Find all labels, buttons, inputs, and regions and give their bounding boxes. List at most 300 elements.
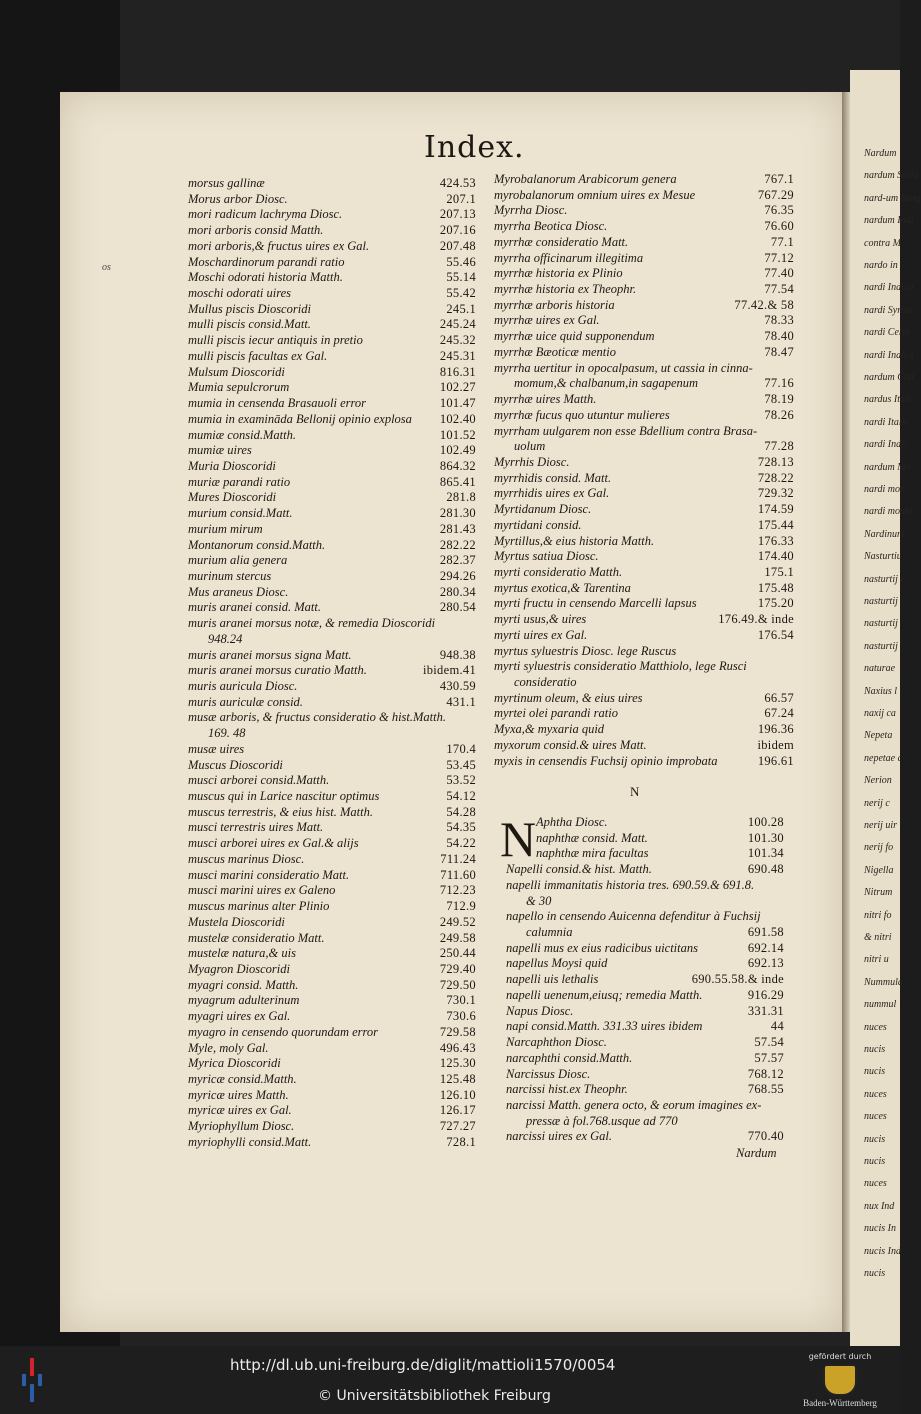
index-entry	[188, 412, 476, 428]
index-entry	[188, 475, 476, 491]
index-entry	[188, 443, 476, 459]
entry-page-ref: 101.34	[747, 846, 784, 861]
entry-term: myricæ consid.Matth.	[188, 1071, 297, 1086]
index-entry	[188, 585, 476, 601]
facing-page-fragment: Nitrum	[864, 887, 893, 899]
permalink-url[interactable]: http://dl.ub.uni-freiburg.de/diglit/mattioli1570/0054	[230, 1356, 616, 1374]
index-entry	[188, 239, 476, 255]
entry-page-ref: 424.53	[439, 176, 476, 190]
entry-term: Myriophyllum Diosc.	[188, 1119, 295, 1134]
facing-page-fragment: nard-um Sang	[864, 192, 921, 204]
index-entry	[506, 988, 784, 1004]
index-entry	[188, 380, 476, 396]
entry-page-ref: 712.9	[446, 899, 476, 914]
entry-page-ref: 767.1	[764, 172, 794, 186]
index-column-right	[494, 172, 794, 769]
entry-page-ref: 245.32	[439, 333, 476, 348]
entry-page-ref: 78.47	[764, 344, 794, 359]
facing-page-fragment: nuces	[864, 1111, 887, 1123]
entry-page-ref: 55.46	[446, 254, 476, 269]
entry-term: muscus terrestris, & eius hist. Matth.	[188, 804, 373, 819]
entry-term: myrti uires ex Gal.	[494, 627, 588, 642]
entry-term: myrtei olei parandi ratio	[494, 706, 618, 721]
index-entry	[188, 459, 476, 475]
entry-page-ref: 768.12	[747, 1066, 784, 1081]
index-entry	[494, 266, 794, 282]
index-entry	[494, 376, 794, 392]
entry-term: murinum stercus	[188, 568, 272, 583]
facing-page-fragment: nardo in	[864, 260, 898, 271]
facing-page-fragment: nardum Indi	[864, 215, 914, 227]
entry-term: muscus marinus Diosc.	[188, 851, 305, 866]
index-entry	[494, 754, 794, 770]
entry-page-ref: 280.34	[439, 584, 476, 599]
sponsor-block	[786, 1352, 894, 1408]
drop-cap: N	[500, 811, 537, 867]
facing-page-fragment: nitri fo	[864, 909, 892, 921]
entry-term: Mulsum Dioscoridi	[188, 364, 285, 379]
entry-term: musci marini consideratio Matt.	[188, 867, 350, 882]
entry-page-ref: 175.1	[764, 564, 794, 579]
entry-page-ref: 175.48	[757, 580, 794, 595]
entry-term: Myrobalanorum Arabicorum genera	[494, 172, 677, 186]
facing-page-fragment: nitri u	[864, 954, 889, 966]
entry-page-ref: 101.47	[439, 396, 476, 411]
entry-term: pressæ à fol.768.usque ad 770	[526, 1113, 678, 1128]
facing-page-fragment: nardi monta	[864, 506, 913, 518]
entry-term: musci terrestris uires Matt.	[188, 820, 324, 835]
index-entry	[494, 439, 794, 455]
entry-term: myxis in censendis Fuchsij opinio improbata	[494, 753, 718, 768]
entry-page-ref: 53.45	[446, 757, 476, 772]
index-entry	[494, 392, 794, 408]
index-entry	[494, 313, 794, 329]
index-entry	[188, 915, 476, 931]
margin-note: os	[102, 262, 111, 273]
index-entry	[494, 722, 794, 738]
index-entry	[188, 978, 476, 994]
entry-page-ref: 729.40	[439, 961, 476, 976]
entry-page-ref: 711.60	[440, 867, 476, 882]
index-entry	[494, 518, 794, 534]
index-entry	[494, 581, 794, 597]
entry-term: 948.24	[208, 631, 243, 646]
entry-term: consideratio	[514, 675, 577, 689]
entry-page-ref: 66.57	[764, 690, 794, 705]
entry-term: mumia in censenda Brasauoli error	[188, 396, 366, 411]
entry-page-ref: 245.24	[439, 317, 476, 332]
index-entry	[494, 408, 794, 424]
entry-page-ref: 175.44	[757, 517, 794, 532]
entry-term: myagro in censendo quorundam error	[188, 1024, 379, 1039]
entry-term: muscus marinus alter Plinio	[188, 899, 330, 914]
index-entry	[188, 349, 476, 365]
index-entry	[506, 846, 784, 862]
entry-page-ref: 196.61	[757, 753, 794, 768]
index-column-left	[188, 176, 476, 1151]
facing-page-fragment: contra M	[864, 237, 901, 249]
index-entry	[506, 1067, 784, 1083]
entry-term: naphthæ mira facultas	[536, 846, 649, 861]
entry-term: 169. 48	[208, 726, 246, 741]
entry-term: narcissi hist.ex Theophr.	[506, 1082, 628, 1097]
index-entry	[188, 695, 476, 711]
index-entry	[506, 894, 784, 910]
index-entry	[188, 679, 476, 695]
entry-page-ref: 78.40	[764, 329, 794, 344]
entry-page-ref: 282.37	[439, 553, 476, 568]
entry-page-ref: 712.23	[439, 883, 476, 898]
entry-term: Myrica Dioscoridi	[188, 1056, 281, 1071]
index-entry	[494, 486, 794, 502]
entry-page-ref: 102.27	[439, 380, 476, 395]
entry-term: myricæ uires ex Gal.	[188, 1103, 292, 1118]
entry-page-ref: 250.44	[439, 946, 476, 961]
entry-page-ref: 727.27	[439, 1119, 476, 1134]
entry-term: myrrhæ historia ex Theophr.	[494, 282, 637, 297]
index-entry	[494, 738, 794, 754]
index-entry	[506, 1098, 784, 1114]
entry-page-ref: 176.33	[757, 533, 794, 548]
index-entry	[494, 235, 794, 251]
index-entry	[506, 831, 784, 847]
copyright-text: © Universitätsbibliothek Freiburg	[318, 1388, 551, 1404]
facing-page-fragment: Nardinum	[864, 528, 905, 540]
entry-term: myricæ uires Matth.	[188, 1087, 289, 1102]
entry-page-ref: 730.6	[446, 1009, 476, 1024]
index-entry	[188, 773, 476, 789]
entry-term: mumiæ consid.Matth.	[188, 427, 296, 442]
index-entry	[494, 612, 794, 628]
index-entry	[188, 742, 476, 758]
index-entry	[506, 1082, 784, 1098]
entry-page-ref: 54.28	[446, 804, 476, 819]
index-entry	[494, 251, 794, 267]
index-entry	[494, 298, 794, 314]
entry-term: myrrhæ Bæoticæ mentio	[494, 344, 616, 359]
entry-page-ref: 207.1	[446, 191, 476, 206]
entry-term: myrrhæ uires Matth.	[494, 392, 597, 407]
index-entry	[188, 868, 476, 884]
facing-page-fragment: nepetae c	[864, 752, 903, 764]
entry-page-ref: 170.4	[446, 741, 476, 756]
index-entry	[188, 883, 476, 899]
index-entry	[188, 333, 476, 349]
entry-term: napelli uis lethalis	[506, 972, 599, 987]
index-entry	[188, 648, 476, 664]
facing-page-fragment: nardi Syriae	[864, 304, 914, 316]
entry-page-ref: 692.14	[747, 940, 784, 955]
index-entry	[506, 909, 784, 925]
index-entry	[188, 1056, 476, 1072]
index-entry	[188, 569, 476, 585]
entry-term: muris auriculæ consid.	[188, 694, 303, 709]
entry-term: musci arborei consid.Matth.	[188, 773, 330, 788]
entry-term: myrti usus,& uires	[494, 612, 587, 627]
entry-term: myrrhæ historia ex Plinio	[494, 266, 623, 281]
entry-term: muris aranei morsus notæ, & remedia Dioscoridi	[188, 616, 436, 631]
entry-page-ref: 54.35	[446, 820, 476, 835]
facing-page-fragment: nummul	[864, 999, 897, 1011]
entry-term: myrrhæ uires ex Gal.	[494, 313, 600, 328]
entry-page-ref: 101.30	[747, 830, 784, 845]
facing-page-fragment: nardi Indic	[864, 439, 909, 451]
entry-term: myagri consid. Matth.	[188, 977, 299, 992]
entry-term: mustelæ consideratio Matt.	[188, 930, 325, 945]
entry-page-ref: 690.55.58.& inde	[691, 972, 784, 987]
index-entry	[506, 956, 784, 972]
index-entry	[188, 726, 476, 742]
entry-page-ref: 331.31	[747, 1003, 784, 1018]
entry-page-ref: 916.29	[747, 987, 784, 1002]
index-entry	[188, 710, 476, 726]
facing-page-fragment: nardi Indica	[864, 349, 914, 361]
entry-term: & 30	[526, 893, 552, 908]
index-entry	[188, 632, 476, 648]
entry-page-ref: 125.30	[439, 1056, 476, 1071]
facing-page-fragment: nucis	[864, 1268, 886, 1279]
entry-page-ref: 57.54	[754, 1035, 784, 1050]
entry-term: myriophylli consid.Matt.	[188, 1134, 312, 1149]
entry-term: naphthæ consid. Matt.	[536, 830, 648, 845]
index-entry	[494, 691, 794, 707]
entry-term: morsus gallinæ	[188, 176, 265, 190]
entry-term: myrrhæ arboris historia	[494, 297, 615, 312]
entry-term: Mus araneus Diosc.	[188, 584, 289, 599]
entry-term: myrti syluestris consideratio Matthiolo, lege Rusci	[494, 659, 747, 674]
facing-page-fragment: nasturtij	[864, 596, 898, 607]
index-entry	[188, 899, 476, 915]
index-entry	[188, 663, 476, 679]
index-entry	[188, 490, 476, 506]
entry-page-ref: 207.16	[439, 223, 476, 238]
entry-term: myrtus syluestris Diosc. lege Ruscus	[494, 643, 677, 658]
entry-term: musci arborei uires ex Gal.& alijs	[188, 836, 359, 851]
entry-page-ref: 55.14	[446, 270, 476, 285]
index-entry	[188, 506, 476, 522]
index-entry	[188, 396, 476, 412]
entry-term: narcissi Matth. genera octo, & eorum imagines ex-	[506, 1097, 762, 1112]
entry-page-ref: 816.31	[439, 364, 476, 379]
index-entry	[494, 172, 794, 188]
entry-term: Myle, moly Gal.	[188, 1040, 269, 1055]
facing-page-fragment: nucis	[864, 1044, 886, 1055]
entry-page-ref: 730.1	[446, 993, 476, 1008]
index-entry	[188, 616, 476, 632]
entry-page-ref: 78.33	[764, 313, 794, 328]
facing-page-fragment: nucis	[864, 1066, 886, 1078]
index-entry	[188, 962, 476, 978]
index-entry	[188, 207, 476, 223]
entry-page-ref: 77.40	[764, 266, 794, 281]
entry-term: mori radicum lachryma Diosc.	[188, 207, 343, 222]
entry-page-ref: 76.35	[764, 203, 794, 218]
index-entry	[188, 600, 476, 616]
entry-term: narcaphthi consid.Matth.	[506, 1050, 633, 1065]
entry-term: Mumia sepulcrorum	[188, 380, 290, 395]
index-entry	[494, 219, 794, 235]
entry-page-ref: 102.40	[439, 411, 476, 426]
entry-term: muris aranei morsus curatio Matth.	[188, 663, 367, 678]
facing-page-fragment: nardi mon	[864, 484, 906, 495]
entry-page-ref: 53.52	[446, 773, 476, 788]
entry-term: Myrtillus,& eius historia Matth.	[494, 533, 655, 548]
entry-page-ref: 768.55	[747, 1082, 784, 1097]
entry-term: narcissi uires ex Gal.	[506, 1129, 613, 1144]
entry-term: Mustela Dioscoridi	[188, 914, 285, 929]
entry-page-ref: 728.22	[757, 470, 794, 485]
entry-page-ref: ibidem.41	[422, 663, 476, 678]
entry-page-ref: 100.28	[747, 815, 784, 829]
index-entry	[506, 941, 784, 957]
entry-page-ref: 77.28	[764, 439, 794, 454]
entry-page-ref: 125.48	[439, 1071, 476, 1086]
entry-page-ref: 77.42.& 58	[734, 297, 794, 312]
index-entry	[188, 317, 476, 333]
entry-page-ref: 729.58	[439, 1024, 476, 1039]
index-entry	[494, 549, 794, 565]
facing-page-fragment: Nardum	[864, 148, 897, 159]
entry-page-ref: 281.8	[446, 490, 476, 505]
index-entry	[494, 455, 794, 471]
facing-page-fragment: Nummula	[864, 976, 903, 988]
library-logo-icon	[22, 1358, 42, 1402]
entry-term: Moschi odorati historia Matth.	[188, 270, 343, 285]
facing-page-fragment: Nigella	[864, 864, 894, 876]
entry-term: myagri uires ex Gal.	[188, 1009, 291, 1024]
entry-page-ref: 102.49	[439, 443, 476, 458]
entry-term: Narcissus Diosc.	[506, 1066, 591, 1081]
entry-page-ref: 496.43	[439, 1040, 476, 1055]
index-entry	[188, 428, 476, 444]
entry-page-ref: 44	[770, 1019, 784, 1034]
entry-term: momum,& chalbanum,in sagapenum	[514, 376, 699, 391]
entry-term: myrrha uertitur in opocalpasum, ut cassia in cinna-	[494, 360, 753, 375]
entry-page-ref: 196.36	[757, 722, 794, 737]
entry-page-ref: 864.32	[439, 458, 476, 473]
entry-term: myrrhidis consid. Matt.	[494, 470, 612, 485]
facing-page-fragment: naxij ca	[864, 708, 896, 719]
entry-page-ref: 245.1	[446, 301, 476, 316]
entry-term: myrti consideratio Matth.	[494, 564, 623, 579]
entry-term: mulli piscis iecur antiquis in pretio	[188, 333, 363, 348]
entry-term: myrtidani consid.	[494, 517, 582, 532]
entry-page-ref: 249.58	[439, 930, 476, 945]
sponsor-line: gefördert durch	[808, 1352, 872, 1361]
index-entry	[506, 1004, 784, 1020]
entry-page-ref: 948.38	[439, 647, 476, 662]
entry-term: calumnia	[526, 925, 573, 940]
entry-term: muris aranei morsus signa Matt.	[188, 647, 352, 662]
entry-term: napello in censendo Auicenna defenditur à Fuchsij	[506, 909, 761, 924]
facing-page-fragment: nasturtij	[864, 618, 898, 630]
facing-page-fragment: nucis	[864, 1133, 886, 1145]
entry-term: mumiæ uires	[188, 443, 252, 458]
index-entry	[188, 286, 476, 302]
entry-term: musæ uires	[188, 741, 245, 756]
facing-page-fragment: nardum Syria	[864, 170, 919, 182]
entry-term: Mullus piscis Dioscoridi	[188, 301, 311, 316]
facing-page-fragment: nardi Indica	[864, 282, 914, 294]
entry-term: myagrum adulterinum	[188, 993, 300, 1008]
facing-page-fragment: nerij uir	[864, 820, 898, 831]
index-entry	[506, 1114, 784, 1130]
entry-term: myrrhæ consideratio Matt.	[494, 234, 629, 249]
index-entry	[506, 972, 784, 988]
entry-term: napi consid.Matth. 331.33 uires ibidem	[506, 1019, 703, 1034]
index-entry	[188, 1041, 476, 1057]
index-entry	[188, 1135, 476, 1151]
index-entry	[188, 1119, 476, 1135]
entry-term: mulli piscis facultas ex Gal.	[188, 348, 328, 363]
coat-of-arms-icon	[823, 1364, 857, 1396]
facing-page-fragment: & nitri	[864, 932, 892, 943]
index-entry	[506, 1051, 784, 1067]
entry-page-ref: 728.13	[757, 454, 794, 469]
entry-term: Muscus Dioscoridi	[188, 757, 283, 772]
index-entry	[188, 192, 476, 208]
entry-page-ref: 728.1	[446, 1134, 476, 1149]
entry-page-ref: 245.31	[439, 348, 476, 363]
index-entry	[494, 644, 794, 660]
entry-page-ref: 176.54	[757, 627, 794, 642]
entry-term: myxorum consid.& uires Matt.	[494, 737, 647, 752]
entry-term: murium consid.Matt.	[188, 506, 293, 521]
entry-term: myrobalanorum omnium uires ex Mesue	[494, 187, 696, 202]
entry-page-ref: 692.13	[747, 956, 784, 971]
index-entry	[188, 789, 476, 805]
entry-page-ref: 430.59	[439, 679, 476, 693]
index-entry	[188, 223, 476, 239]
index-entry	[506, 1019, 784, 1035]
entry-term: Muria Dioscoridi	[188, 458, 276, 473]
index-entry	[494, 706, 794, 722]
entry-page-ref: 77.16	[764, 376, 794, 391]
index-entry	[494, 675, 794, 691]
entry-term: Myrrha Diosc.	[494, 203, 568, 218]
index-entry	[494, 203, 794, 219]
entry-term: muscus qui in Larice nascitur optimus	[188, 789, 380, 804]
entry-page-ref: 207.13	[439, 207, 476, 222]
facing-page-fragment: nardi Celtic	[864, 327, 912, 339]
viewer-footer	[0, 1346, 900, 1414]
entry-term: Myrrhis Diosc.	[494, 454, 570, 469]
entry-page-ref: 729.50	[439, 977, 476, 992]
facing-page-fragment: nardum Celt	[864, 372, 914, 383]
index-entry	[188, 538, 476, 554]
facing-page-fragment: nasturtij c	[864, 573, 905, 585]
entry-page-ref: 77.12	[764, 250, 794, 265]
entry-term: muris aranei consid. Matt.	[188, 600, 321, 615]
index-entry	[506, 1129, 784, 1145]
entry-page-ref: 77.1	[770, 234, 794, 249]
entry-page-ref: 174.40	[757, 549, 794, 564]
index-entry	[188, 946, 476, 962]
entry-term: myrrhæ fucus quo utuntur mulieres	[494, 407, 670, 422]
entry-term: Narcaphthon Diosc.	[506, 1035, 607, 1050]
entry-page-ref: 770.40	[747, 1129, 784, 1144]
facing-page-fragment: nerij fo	[864, 842, 894, 854]
entry-page-ref: ibidem	[757, 737, 794, 752]
index-entry	[494, 188, 794, 204]
entry-term: mori arboris consid Matth.	[188, 223, 324, 238]
entry-page-ref: 78.26	[764, 407, 794, 422]
index-entry	[506, 1035, 784, 1051]
entry-term: napelli uenenum,eiusq; remedia Matth.	[506, 987, 703, 1002]
entry-term: muris auricula Diosc.	[188, 679, 298, 693]
entry-page-ref: 249.52	[439, 914, 476, 929]
facing-page-fragment: nuces	[864, 1178, 887, 1190]
